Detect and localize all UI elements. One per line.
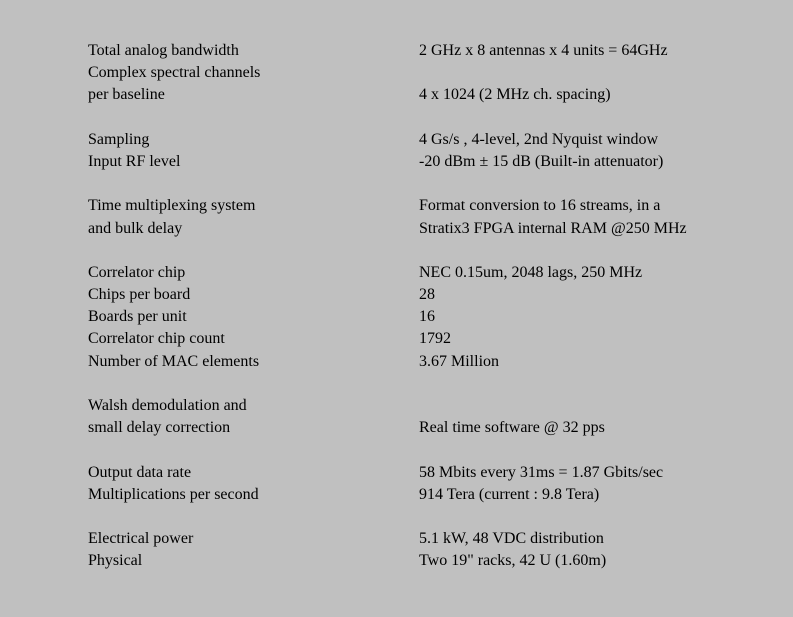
spec-row <box>88 40 788 62</box>
spec-label: small delay correction <box>88 419 231 437</box>
spec-table <box>88 40 788 573</box>
spec-row <box>88 84 788 106</box>
spec-row <box>88 195 788 217</box>
spec-row <box>88 462 788 484</box>
spec-label: Output data rate <box>88 463 192 481</box>
spec-row <box>88 218 788 240</box>
spec-row <box>88 129 788 151</box>
spec-label: Physical <box>88 552 143 570</box>
spec-row <box>88 151 788 173</box>
spec-value: Real time software @ 32 pps <box>419 419 605 437</box>
spec-value: 4 Gs/s , 4-level, 2nd Nyquist window <box>419 130 659 148</box>
spec-value: NEC 0.15um, 2048 lags, 250 MHz <box>419 263 643 281</box>
spec-value: 4 x 1024 (2 MHz ch. spacing) <box>419 86 611 104</box>
spec-label: per baseline <box>88 86 165 104</box>
spec-value: 58 Mbits every 31ms = 1.87 Gbits/sec <box>419 463 664 481</box>
spec-value: 3.67 Million <box>419 352 500 370</box>
spacer-row <box>88 173 788 195</box>
spec-row <box>88 62 788 84</box>
spec-label: Number of MAC elements <box>88 352 260 370</box>
spacer-row <box>88 107 788 129</box>
spec-row <box>88 550 788 572</box>
spec-row <box>88 351 788 373</box>
spec-row <box>88 284 788 306</box>
spec-value: 28 <box>419 286 435 304</box>
spec-label: Correlator chip <box>88 263 186 281</box>
spec-label: Sampling <box>88 130 150 148</box>
spec-label: Input RF level <box>88 152 181 170</box>
spec-label: and bulk delay <box>88 219 183 237</box>
spec-row <box>88 528 788 550</box>
spec-value: -20 dBm ± 15 dB (Built-in attenuator) <box>419 152 664 170</box>
spec-value: 5.1 kW, 48 VDC distribution <box>419 530 604 548</box>
spec-row <box>88 484 788 506</box>
spec-value: 16 <box>419 308 435 326</box>
spec-value: Stratix3 FPGA internal RAM @250 MHz <box>419 219 687 237</box>
spec-row <box>88 395 788 417</box>
spec-label: Complex spectral channels <box>88 64 261 82</box>
spec-value: Two 19" racks, 42 U (1.60m) <box>419 552 607 570</box>
spec-label: Multiplications per second <box>88 485 259 503</box>
spec-label: Boards per unit <box>88 308 187 326</box>
spec-row <box>88 306 788 328</box>
spec-row <box>88 262 788 284</box>
spec-label: Walsh demodulation and <box>88 397 247 414</box>
spacer-row <box>88 240 788 262</box>
spec-label: Total analog bandwidth <box>88 42 239 59</box>
spec-label: Electrical power <box>88 530 194 548</box>
spec-label: Time multiplexing system <box>88 197 256 215</box>
spacer-row <box>88 373 788 395</box>
spec-value: 914 Tera (current : 9.8 Tera) <box>419 485 600 503</box>
spacer-row <box>88 506 788 528</box>
spec-value: Format conversion to 16 streams, in a <box>419 197 661 215</box>
spacer-row <box>88 439 788 461</box>
spec-row <box>88 417 788 439</box>
spec-label: Correlator chip count <box>88 330 225 348</box>
spec-value: 1792 <box>419 330 451 348</box>
spec-row <box>88 328 788 350</box>
spec-label: Chips per board <box>88 286 191 304</box>
spec-value: 2 GHz x 8 antennas x 4 units = 64GHz <box>419 42 668 59</box>
